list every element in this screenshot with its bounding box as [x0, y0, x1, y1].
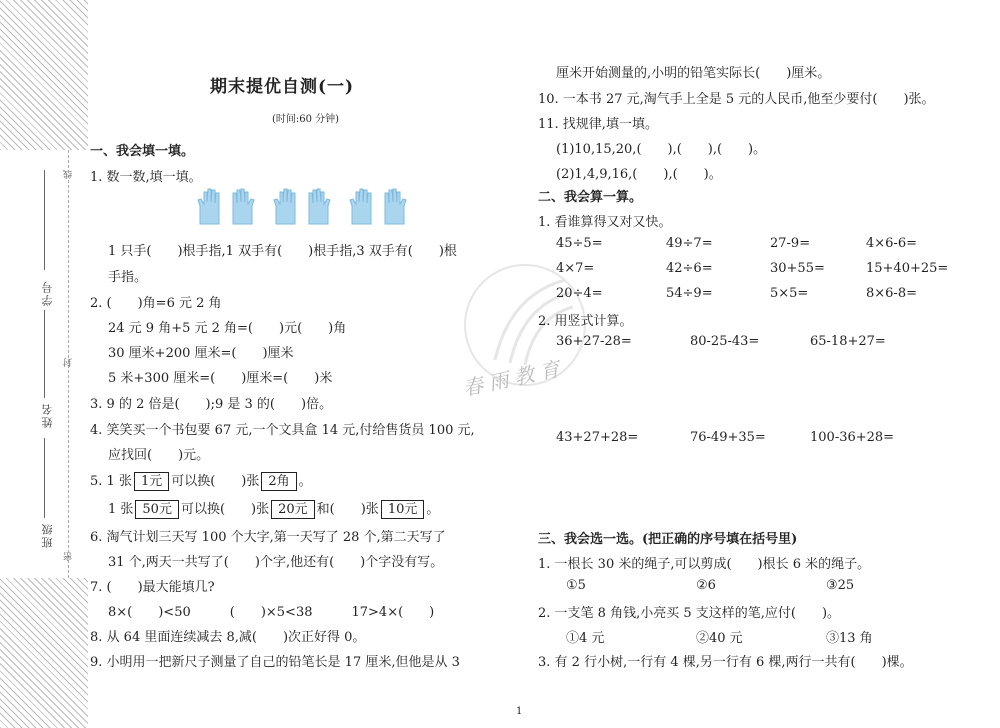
question-11: 11. 找规律,填一填。	[538, 117, 658, 132]
vertical-calc-item: 43+27+28=	[556, 430, 639, 445]
question-6-a: 6. 淘气计划三天写 100 个大字,第一天写了 28 个,第二天写了	[90, 530, 446, 545]
choice-option: ①5	[566, 578, 586, 593]
calc-item: 49÷7=	[666, 236, 713, 251]
choice-option: ③13 角	[826, 631, 873, 646]
question-5-row-2	[108, 498, 439, 519]
q5-text: 5. 1 张	[90, 474, 132, 489]
name-line	[44, 310, 45, 398]
q5-text: 。	[426, 502, 440, 517]
calc-item: 27-9=	[770, 236, 811, 251]
section-fill-heading: 一、我会填一填。	[90, 144, 195, 159]
student-id-label: 学号	[41, 280, 54, 306]
vertical-calc-item: 80-25-43=	[690, 334, 760, 349]
question-5-row-1	[90, 470, 312, 491]
choice-option: ②40 元	[696, 631, 743, 646]
page-number: 1	[516, 706, 523, 717]
class-label: 班级	[41, 522, 54, 548]
student-id-line	[44, 170, 45, 270]
question-7-a: 8×( )<50 ( )×5<38 17>4×( )	[108, 605, 435, 620]
question-6-b: 31 个,两天一共写了( )个字,他还有( )个字没有写。	[108, 555, 444, 570]
calc-item: 54÷9=	[666, 286, 713, 301]
binding-margin	[0, 0, 88, 728]
question-4-a: 4. 笑笑买一个书包要 67 元,一个文具盒 14 元,付给售货员 100 元,	[90, 423, 475, 438]
margin-tick-seal: 封	[64, 358, 74, 367]
question-2-a: 24 元 9 角+5 元 2 角=( )元( )角	[108, 321, 347, 336]
question-4-b: 应找回( )元。	[108, 448, 210, 463]
glove-pair-icon	[272, 186, 332, 226]
question-9: 9. 小明用一把新尺子测量了自己的铅笔长是 17 厘米,但他是从 3	[90, 655, 460, 670]
choice-question-1: 1. 一根长 30 米的绳子,可以剪成( )根长 6 米的绳子。	[538, 557, 871, 572]
hatch-pattern-top	[0, 0, 88, 150]
choice-question-3: 3. 有 2 行小树,一行有 4 棵,另一行有 6 棵,两行一共有( )棵。	[538, 655, 913, 670]
choice-option: ③25	[826, 578, 855, 593]
money-note-50-yuan: 50元	[135, 500, 179, 519]
question-11-b: (2)1,4,9,16,( ),( )。	[556, 167, 722, 182]
calc-item: 20÷4=	[556, 286, 603, 301]
q5-text: 可以换( )张	[180, 502, 270, 517]
section-choice-heading: 三、我会选一选。(把正确的序号填在括号里)	[538, 532, 798, 547]
question-1: 1. 数一数,填一填。	[90, 170, 202, 185]
calc-item: 5×5=	[770, 286, 809, 301]
margin-tick-line: 线	[64, 170, 74, 179]
q5-text: 。	[298, 474, 312, 489]
calc-item: 8×6-8=	[866, 286, 917, 301]
gloves-illustration	[196, 186, 408, 226]
vertical-calc-item: 100-36+28=	[810, 430, 895, 445]
calc-question-2: 2. 用竖式计算。	[538, 314, 633, 329]
section-calc-heading: 二、我会算一算。	[538, 190, 643, 205]
question-2-b: 30 厘米+200 厘米=( )厘米	[108, 346, 294, 361]
vertical-calc-item: 65-18+27=	[810, 334, 886, 349]
vertical-calc-item: 36+27-28=	[556, 334, 632, 349]
question-2-c: 5 米+300 厘米=( )厘米=( )米	[108, 371, 333, 386]
money-note-20-yuan: 20元	[271, 500, 315, 519]
watermark-text: 春雨教育	[460, 355, 568, 401]
margin-tick-secret: 密	[64, 552, 74, 561]
time-limit: (时间:60 分钟)	[272, 114, 340, 125]
choice-option: ①4 元	[566, 631, 605, 646]
question-11-a: (1)10,15,20,( ),( ),( )。	[556, 142, 767, 157]
class-line	[44, 438, 45, 518]
hatch-pattern-bottom	[0, 578, 88, 728]
question-3: 3. 9 的 2 倍是( );9 是 3 的( )倍。	[90, 397, 333, 412]
glove-pair-icon	[348, 186, 408, 226]
calc-item: 4×7=	[556, 261, 595, 276]
name-label: 姓名	[41, 402, 54, 428]
question-2: 2. ( )角=6 元 2 角	[90, 296, 222, 311]
choice-question-2: 2. 一支笔 8 角钱,小亮买 5 支这样的笔,应付( )。	[538, 606, 841, 621]
calc-item: 42÷6=	[666, 261, 713, 276]
calc-question-1: 1. 看谁算得又对又快。	[538, 215, 672, 230]
money-note-1-yuan: 1元	[134, 472, 169, 491]
question-8: 8. 从 64 里面连续减去 8,减( )次正好得 0。	[90, 630, 366, 645]
question-10: 10. 一本书 27 元,淘气手上全是 5 元的人民币,他至少要付( )张。	[538, 92, 935, 107]
money-note-10-yuan: 10元	[381, 500, 425, 519]
page-title: 期末提优自测(一)	[210, 77, 355, 97]
question-1-text-b: 手指。	[108, 270, 148, 285]
q5-text: 和( )张	[316, 502, 379, 517]
calc-item: 4×6-6=	[866, 236, 917, 251]
vertical-calc-item: 76-49+35=	[690, 430, 766, 445]
question-1-text-a: 1 只手( )根手指,1 双手有( )根手指,3 双手有( )根	[108, 244, 457, 259]
glove-pair-icon	[196, 186, 256, 226]
question-7: 7. ( )最大能填几?	[90, 580, 215, 595]
money-note-2-jiao: 2角	[261, 472, 296, 491]
calc-item: 30+55=	[770, 261, 825, 276]
calc-item: 15+40+25=	[866, 261, 949, 276]
calc-item: 45÷5=	[556, 236, 603, 251]
q5-text: 1 张	[108, 502, 134, 517]
q5-text: 可以换( )张	[171, 474, 260, 489]
choice-option: ②6	[696, 578, 716, 593]
question-9-b: 厘米开始测量的,小明的铅笔实际长( )厘米。	[556, 66, 831, 81]
